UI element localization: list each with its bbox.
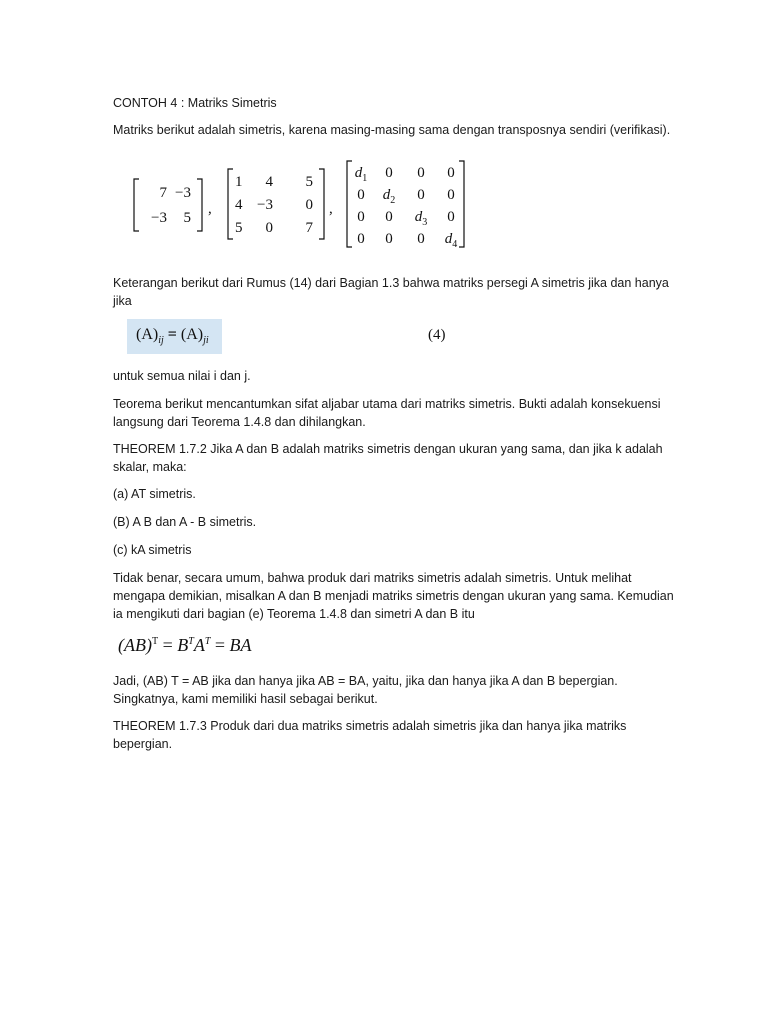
matrix3-cell: 0 (357, 209, 365, 225)
equation-4-number: (4) (428, 327, 446, 343)
item-b: (B) A B dan A - B simetris. (113, 515, 257, 529)
intro-paragraph: Matriks berikut adalah simetris, karena masing-masing sama dengan transposnya sendiri (verifikasi). (113, 123, 671, 137)
eq-ab-sup2: T (188, 636, 194, 647)
eq-ab-lhs: (AB) (118, 635, 152, 655)
eq-ab-a: A (193, 635, 205, 655)
matrix2-cell: 0 (265, 220, 273, 236)
matrix3-cell: 0 (417, 231, 425, 247)
matrix3-cell: 0 (417, 165, 425, 181)
eq4-rhs-sub: ji (203, 335, 209, 347)
theorem-1-7-3: THEOREM 1.7.3 Produk dari dua matriks simetris adalah simetris jika dan hanya jika matriks bepergian. (113, 719, 627, 751)
matrix2-cell: −3 (257, 197, 273, 213)
eq-ab-equals2: = (214, 635, 226, 655)
symmetric-matrices-figure (125, 155, 485, 255)
matrix1-cell: 7 (159, 185, 167, 201)
eq-ab-b: B (177, 635, 189, 655)
nilai-paragraph: untuk semua nilai i dan j. (113, 369, 251, 383)
matrix3-cell: 0 (357, 231, 365, 247)
matrix2-separator: , (329, 201, 333, 217)
matrix1-cell: −3 (175, 185, 191, 201)
theorem-1-7-2: THEOREM 1.7.2 Jika A dan B adalah matriks simetris dengan ukuran yang sama, dan jika k adalah skalar, maka: (113, 442, 663, 474)
eq4-equals: = (167, 326, 177, 343)
eq4-rhs: (A) (180, 326, 204, 343)
matrix3-cell: 0 (385, 165, 393, 181)
matrix2-cell: 5 (305, 174, 313, 190)
eq4-lhs: (A) (136, 326, 159, 343)
matrix3-cell: 0 (447, 209, 455, 225)
eq-ab-sup1: T (151, 636, 159, 647)
matrix2-cell: 4 (265, 174, 273, 190)
eq-ab-equals1: = (162, 635, 173, 655)
eq-ab-rhs: BA (229, 635, 252, 655)
matrix3-diagonal-cell: $d_3$ (414, 209, 428, 228)
eq4-lhs-sub: ij (158, 335, 164, 347)
matrix3-cell: 0 (447, 187, 455, 203)
equation-ab-transpose (118, 635, 252, 656)
jadi-paragraph: Jadi, (AB) T = AB jika dan hanya jika AB = BA, yaitu, jika dan hanya jika A dan B bepergian. Singkatnya, kami memiliki hasil sebagai berikut. (113, 674, 618, 706)
matrix3-cell: 0 (357, 187, 365, 203)
matrix2-cell: 5 (235, 220, 243, 236)
matrix3-diagonal-cell: $d_4$ (444, 231, 458, 250)
matrix2-cell: 7 (305, 220, 313, 236)
item-a: (a) AT simetris. (113, 487, 196, 501)
eq-ab-sup3: T (204, 636, 211, 647)
equation-4 (136, 326, 209, 346)
matrix3-cell: 0 (417, 187, 425, 203)
matrix3-cell: 0 (385, 231, 393, 247)
matrix1-separator: , (208, 201, 212, 217)
matrix2-cell: 4 (235, 197, 243, 213)
rumus-paragraph: Keterangan berikut dari Rumus (14) dari Bagian 1.3 bahwa matriks persegi A simetris jika dan hanya jika (113, 276, 669, 308)
matrix1-cell: 5 (183, 210, 191, 226)
tidak-benar-paragraph: Tidak benar, secara umum, bahwa produk dari matriks simetris adalah simetris. Untuk melihat mengapa demikian, misalkan A dan B menjadi matriks simetris dengan ukuran yang sama. Kemudian ia mengikuti dari bagian (e) Teorema 1.4.8 dan simetri A dan B itu (113, 571, 674, 621)
matrix2-cell: 0 (305, 197, 313, 213)
matrix1-cell: −3 (151, 210, 167, 226)
example-heading: CONTOH 4 : Matriks Simetris (113, 96, 277, 110)
matrix3-cell: 0 (385, 209, 393, 225)
teorema-paragraph: Teorema berikut mencantumkan sifat aljabar utama dari matriks simetris. Bukti adalah konsekuensi langsung dari Teorema 1.4.8 dan dihilangkan. (113, 397, 661, 429)
matrix3-diagonal-cell: $d_2$ (382, 187, 396, 206)
item-c: (c) kA simetris (113, 543, 192, 557)
matrix3-diagonal-cell: $d_1$ (354, 165, 368, 184)
matrix3-cell: 0 (447, 165, 455, 181)
matrix2-cell: 1 (235, 174, 243, 190)
